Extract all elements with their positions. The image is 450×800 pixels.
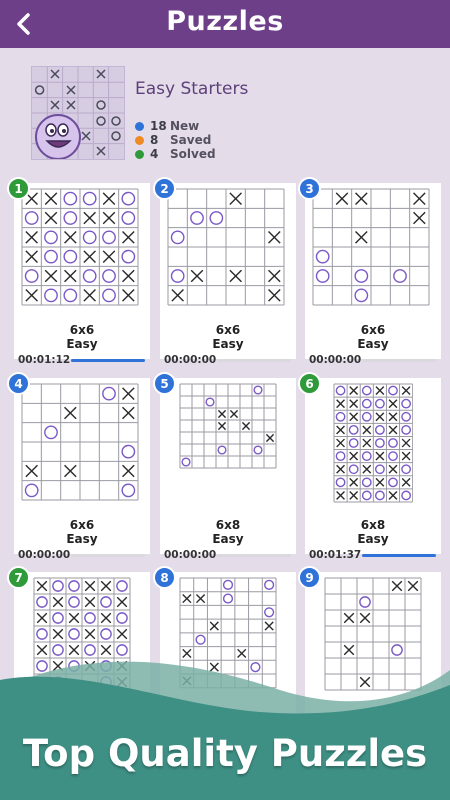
- puzzle-difficulty: Easy: [357, 532, 389, 546]
- puzzle-difficulty: Easy: [357, 337, 389, 351]
- cross-mark-icon: [85, 581, 95, 591]
- circle-mark-icon: [85, 613, 95, 623]
- saved-status-dot-icon: [135, 136, 144, 145]
- cross-mark-icon: [265, 622, 273, 630]
- circle-mark-icon: [103, 387, 115, 399]
- cross-mark-icon: [363, 465, 371, 473]
- circle-mark-icon: [218, 446, 226, 454]
- new-status-dot-icon: [135, 122, 144, 131]
- circle-mark-icon: [83, 231, 95, 243]
- circle-mark-icon: [224, 580, 233, 589]
- circle-mark-icon: [402, 426, 410, 434]
- puzzle-number-badge: 4: [7, 372, 30, 395]
- circle-mark-icon: [362, 452, 370, 460]
- circle-mark-icon: [53, 613, 63, 623]
- circle-mark-icon: [25, 270, 37, 282]
- circle-mark-icon: [316, 270, 328, 282]
- puzzle-difficulty: Easy: [212, 337, 244, 351]
- cross-mark-icon: [26, 251, 38, 263]
- cross-mark-icon: [402, 439, 410, 447]
- puzzle-timer: 00:01:12: [18, 354, 71, 366]
- cross-mark-icon: [230, 410, 237, 417]
- stat-new: [135, 119, 199, 133]
- circle-mark-icon: [349, 426, 357, 434]
- cross-mark-icon: [269, 232, 281, 244]
- slogan: Top Quality Puzzles: [22, 732, 428, 775]
- circle-mark-icon: [37, 629, 47, 639]
- puzzle-card-2[interactable]: [160, 181, 296, 366]
- top-bar: [0, 0, 450, 48]
- solved-status-dot-icon: [135, 150, 144, 159]
- circle-mark-icon: [265, 580, 274, 589]
- circle-mark-icon: [336, 452, 344, 460]
- cross-mark-icon: [123, 232, 135, 244]
- circle-mark-icon: [25, 212, 37, 224]
- circle-mark-icon: [64, 250, 76, 262]
- circle-mark-icon: [402, 465, 410, 473]
- cross-mark-icon: [172, 290, 184, 302]
- puzzle-number-badge: 7: [7, 566, 30, 589]
- cross-mark-icon: [336, 400, 344, 408]
- circle-mark-icon: [402, 413, 410, 421]
- cross-mark-icon: [360, 613, 370, 623]
- progress-fill: [71, 359, 145, 362]
- stat-count: 8: [150, 133, 159, 147]
- stat-saved: [135, 133, 211, 147]
- cross-mark-icon: [123, 465, 135, 477]
- circle-mark-icon: [122, 250, 134, 262]
- cross-mark-icon: [65, 465, 77, 477]
- circle-mark-icon: [103, 289, 115, 301]
- circle-mark-icon: [83, 270, 95, 282]
- puzzle-timer: 00:00:00: [164, 549, 217, 561]
- cross-mark-icon: [196, 594, 204, 602]
- puzzle-size: 6x6: [215, 323, 241, 337]
- circle-mark-icon: [69, 597, 79, 607]
- circle-mark-icon: [117, 581, 127, 591]
- cross-mark-icon: [402, 478, 410, 486]
- cross-mark-icon: [103, 212, 115, 224]
- cross-mark-icon: [85, 629, 95, 639]
- cross-mark-icon: [37, 581, 47, 591]
- cross-mark-icon: [336, 492, 344, 500]
- circle-mark-icon: [362, 399, 370, 407]
- cross-mark-icon: [123, 290, 135, 302]
- circle-mark-icon: [196, 635, 205, 644]
- cross-mark-icon: [349, 452, 357, 460]
- cross-mark-icon: [336, 426, 344, 434]
- cross-mark-icon: [123, 270, 135, 282]
- cross-mark-icon: [45, 212, 57, 224]
- puzzle-board: [167, 188, 285, 306]
- cross-mark-icon: [65, 407, 77, 419]
- cross-mark-icon: [389, 426, 397, 434]
- cross-mark-icon: [336, 465, 344, 473]
- circle-mark-icon: [101, 629, 111, 639]
- circle-mark-icon: [103, 231, 115, 243]
- puzzle-number-badge: 9: [298, 566, 321, 589]
- pack-thumbnail: [31, 66, 125, 160]
- circle-mark-icon: [336, 413, 344, 421]
- cross-mark-icon: [117, 597, 127, 607]
- cross-mark-icon: [349, 413, 357, 421]
- circle-mark-icon: [336, 478, 344, 486]
- circle-mark-icon: [375, 491, 383, 499]
- puzzle-card-6[interactable]: [305, 376, 441, 561]
- cross-mark-icon: [218, 422, 225, 429]
- circle-mark-icon: [45, 250, 57, 262]
- circle-mark-icon: [388, 478, 396, 486]
- circle-mark-icon: [254, 446, 262, 454]
- circle-mark-icon: [362, 478, 370, 486]
- cross-mark-icon: [191, 270, 203, 282]
- puzzle-progress-bar: [217, 554, 291, 557]
- cross-mark-icon: [389, 465, 397, 473]
- cross-mark-icon: [84, 212, 96, 224]
- circle-mark-icon: [375, 439, 383, 447]
- puzzle-difficulty: Easy: [66, 532, 98, 546]
- cross-mark-icon: [269, 290, 281, 302]
- cross-mark-icon: [37, 613, 47, 623]
- circle-mark-icon: [388, 452, 396, 460]
- cross-mark-icon: [376, 452, 384, 460]
- cross-mark-icon: [408, 581, 418, 591]
- circle-mark-icon: [45, 426, 57, 438]
- puzzle-number-badge: 3: [298, 177, 321, 200]
- cross-mark-icon: [414, 212, 426, 224]
- cross-mark-icon: [389, 400, 397, 408]
- cross-mark-icon: [389, 492, 397, 500]
- circle-mark-icon: [37, 597, 47, 607]
- app-title: Puzzles: [166, 6, 284, 37]
- circle-mark-icon: [45, 231, 57, 243]
- puzzle-board: [312, 188, 430, 306]
- circle-mark-icon: [210, 212, 222, 224]
- cross-mark-icon: [65, 232, 77, 244]
- circle-mark-icon: [394, 270, 406, 282]
- puzzle-size: 6x6: [69, 323, 95, 337]
- cross-mark-icon: [84, 251, 96, 263]
- cross-mark-icon: [210, 622, 218, 630]
- puzzle-card-3[interactable]: [305, 181, 441, 366]
- stat-label: Solved: [170, 147, 216, 161]
- puzzle-timer: 00:00:00: [309, 354, 362, 366]
- circle-mark-icon: [360, 597, 370, 607]
- circle-mark-icon: [254, 386, 262, 394]
- circle-mark-icon: [64, 192, 76, 204]
- cross-mark-icon: [402, 452, 410, 460]
- cross-mark-icon: [389, 413, 397, 421]
- cross-mark-icon: [230, 270, 242, 282]
- puzzle-number-badge: 8: [153, 566, 176, 589]
- cross-mark-icon: [402, 387, 410, 395]
- cross-mark-icon: [45, 193, 57, 205]
- puzzle-progress-bar: [71, 359, 145, 362]
- circle-mark-icon: [122, 192, 134, 204]
- circle-mark-icon: [375, 426, 383, 434]
- puzzle-board: [179, 383, 277, 469]
- stat-count: 4: [150, 147, 159, 161]
- puzzle-progress-bar: [362, 554, 436, 557]
- circle-mark-icon: [336, 386, 344, 394]
- circle-mark-icon: [362, 491, 370, 499]
- cross-mark-icon: [349, 478, 357, 486]
- pack-title: Easy Starters: [135, 79, 249, 99]
- cross-mark-icon: [85, 597, 95, 607]
- circle-mark-icon: [224, 594, 233, 603]
- puzzle-timer: 00:00:00: [164, 354, 217, 366]
- cross-mark-icon: [26, 465, 38, 477]
- cross-mark-icon: [123, 388, 135, 400]
- cross-mark-icon: [363, 426, 371, 434]
- circle-mark-icon: [83, 192, 95, 204]
- cross-mark-icon: [45, 270, 57, 282]
- circle-mark-icon: [69, 629, 79, 639]
- puzzle-number-badge: 5: [153, 372, 176, 395]
- cross-mark-icon: [230, 193, 242, 205]
- circle-mark-icon: [182, 458, 190, 466]
- circle-mark-icon: [402, 399, 410, 407]
- cross-mark-icon: [336, 193, 348, 205]
- circle-mark-icon: [171, 270, 183, 282]
- puzzle-size: 6x6: [69, 518, 95, 532]
- cross-mark-icon: [336, 439, 344, 447]
- cross-mark-icon: [183, 594, 191, 602]
- wave-banner: [0, 650, 450, 800]
- circle-mark-icon: [402, 491, 410, 499]
- circle-mark-icon: [103, 270, 115, 282]
- cross-mark-icon: [376, 387, 384, 395]
- cross-mark-icon: [376, 478, 384, 486]
- circle-mark-icon: [206, 398, 214, 406]
- puzzle-timer: 00:00:00: [18, 549, 71, 561]
- cross-mark-icon: [123, 407, 135, 419]
- circle-mark-icon: [388, 439, 396, 447]
- circle-mark-icon: [69, 581, 79, 591]
- cross-mark-icon: [376, 413, 384, 421]
- cross-mark-icon: [414, 193, 426, 205]
- puzzle-number-badge: 1: [7, 177, 30, 200]
- cross-mark-icon: [344, 613, 354, 623]
- puzzle-size: 6x6: [360, 323, 386, 337]
- circle-mark-icon: [191, 212, 203, 224]
- cross-mark-icon: [26, 232, 38, 244]
- circle-mark-icon: [362, 413, 370, 421]
- cross-mark-icon: [242, 422, 249, 429]
- puzzle-card-5[interactable]: [160, 376, 296, 561]
- circle-mark-icon: [122, 445, 134, 457]
- stat-solved: [135, 147, 216, 161]
- puzzle-size: 6x8: [215, 518, 241, 532]
- cross-mark-icon: [53, 597, 63, 607]
- circle-mark-icon: [362, 386, 370, 394]
- puzzle-number-badge: 2: [153, 177, 176, 200]
- cross-mark-icon: [84, 290, 96, 302]
- cross-mark-icon: [65, 270, 77, 282]
- cross-mark-icon: [101, 613, 111, 623]
- puzzle-progress-bar: [362, 359, 436, 362]
- circle-mark-icon: [122, 484, 134, 496]
- puzzle-number-badge: 6: [298, 372, 321, 395]
- circle-mark-icon: [349, 465, 357, 473]
- puzzle-board: [333, 383, 414, 503]
- cross-mark-icon: [117, 629, 127, 639]
- circle-mark-icon: [45, 289, 57, 301]
- progress-fill: [362, 554, 436, 557]
- circle-mark-icon: [388, 386, 396, 394]
- circle-mark-icon: [355, 270, 367, 282]
- puzzle-progress-bar: [71, 554, 145, 557]
- cross-mark-icon: [53, 629, 63, 639]
- puzzle-board: [21, 188, 139, 306]
- cross-mark-icon: [266, 434, 273, 441]
- stat-label: Saved: [170, 133, 212, 147]
- smiley-grid-icon: [32, 67, 124, 159]
- circle-mark-icon: [375, 465, 383, 473]
- circle-mark-icon: [101, 597, 111, 607]
- puzzle-progress-bar: [217, 359, 291, 362]
- puzzle-size: 6x8: [360, 518, 386, 532]
- puzzle-difficulty: Easy: [66, 337, 98, 351]
- cross-mark-icon: [69, 613, 79, 623]
- puzzle-card-4[interactable]: [14, 376, 150, 561]
- cross-mark-icon: [349, 387, 357, 395]
- circle-mark-icon: [265, 608, 274, 617]
- circle-mark-icon: [53, 581, 63, 591]
- circle-mark-icon: [25, 484, 37, 496]
- circle-mark-icon: [64, 212, 76, 224]
- cross-mark-icon: [349, 400, 357, 408]
- cross-mark-icon: [103, 193, 115, 205]
- circle-mark-icon: [122, 212, 134, 224]
- cross-mark-icon: [26, 290, 38, 302]
- cross-mark-icon: [101, 581, 111, 591]
- circle-mark-icon: [64, 289, 76, 301]
- puzzle-card-1[interactable]: [14, 181, 150, 366]
- circle-mark-icon: [355, 289, 367, 301]
- circle-mark-icon: [316, 250, 328, 262]
- cross-mark-icon: [269, 270, 281, 282]
- cross-mark-icon: [356, 193, 368, 205]
- puzzle-difficulty: Easy: [212, 532, 244, 546]
- cross-mark-icon: [349, 492, 357, 500]
- cross-mark-icon: [218, 410, 225, 417]
- circle-mark-icon: [375, 399, 383, 407]
- circle-mark-icon: [349, 439, 357, 447]
- stat-label: New: [170, 119, 200, 133]
- cross-mark-icon: [363, 439, 371, 447]
- stat-count: 18: [150, 119, 167, 133]
- circle-mark-icon: [117, 613, 127, 623]
- puzzle-timer: 00:01:37: [309, 549, 362, 561]
- cross-mark-icon: [356, 232, 368, 244]
- circle-mark-icon: [171, 231, 183, 243]
- cross-mark-icon: [103, 251, 115, 263]
- cross-mark-icon: [392, 581, 402, 591]
- puzzle-board: [21, 383, 139, 501]
